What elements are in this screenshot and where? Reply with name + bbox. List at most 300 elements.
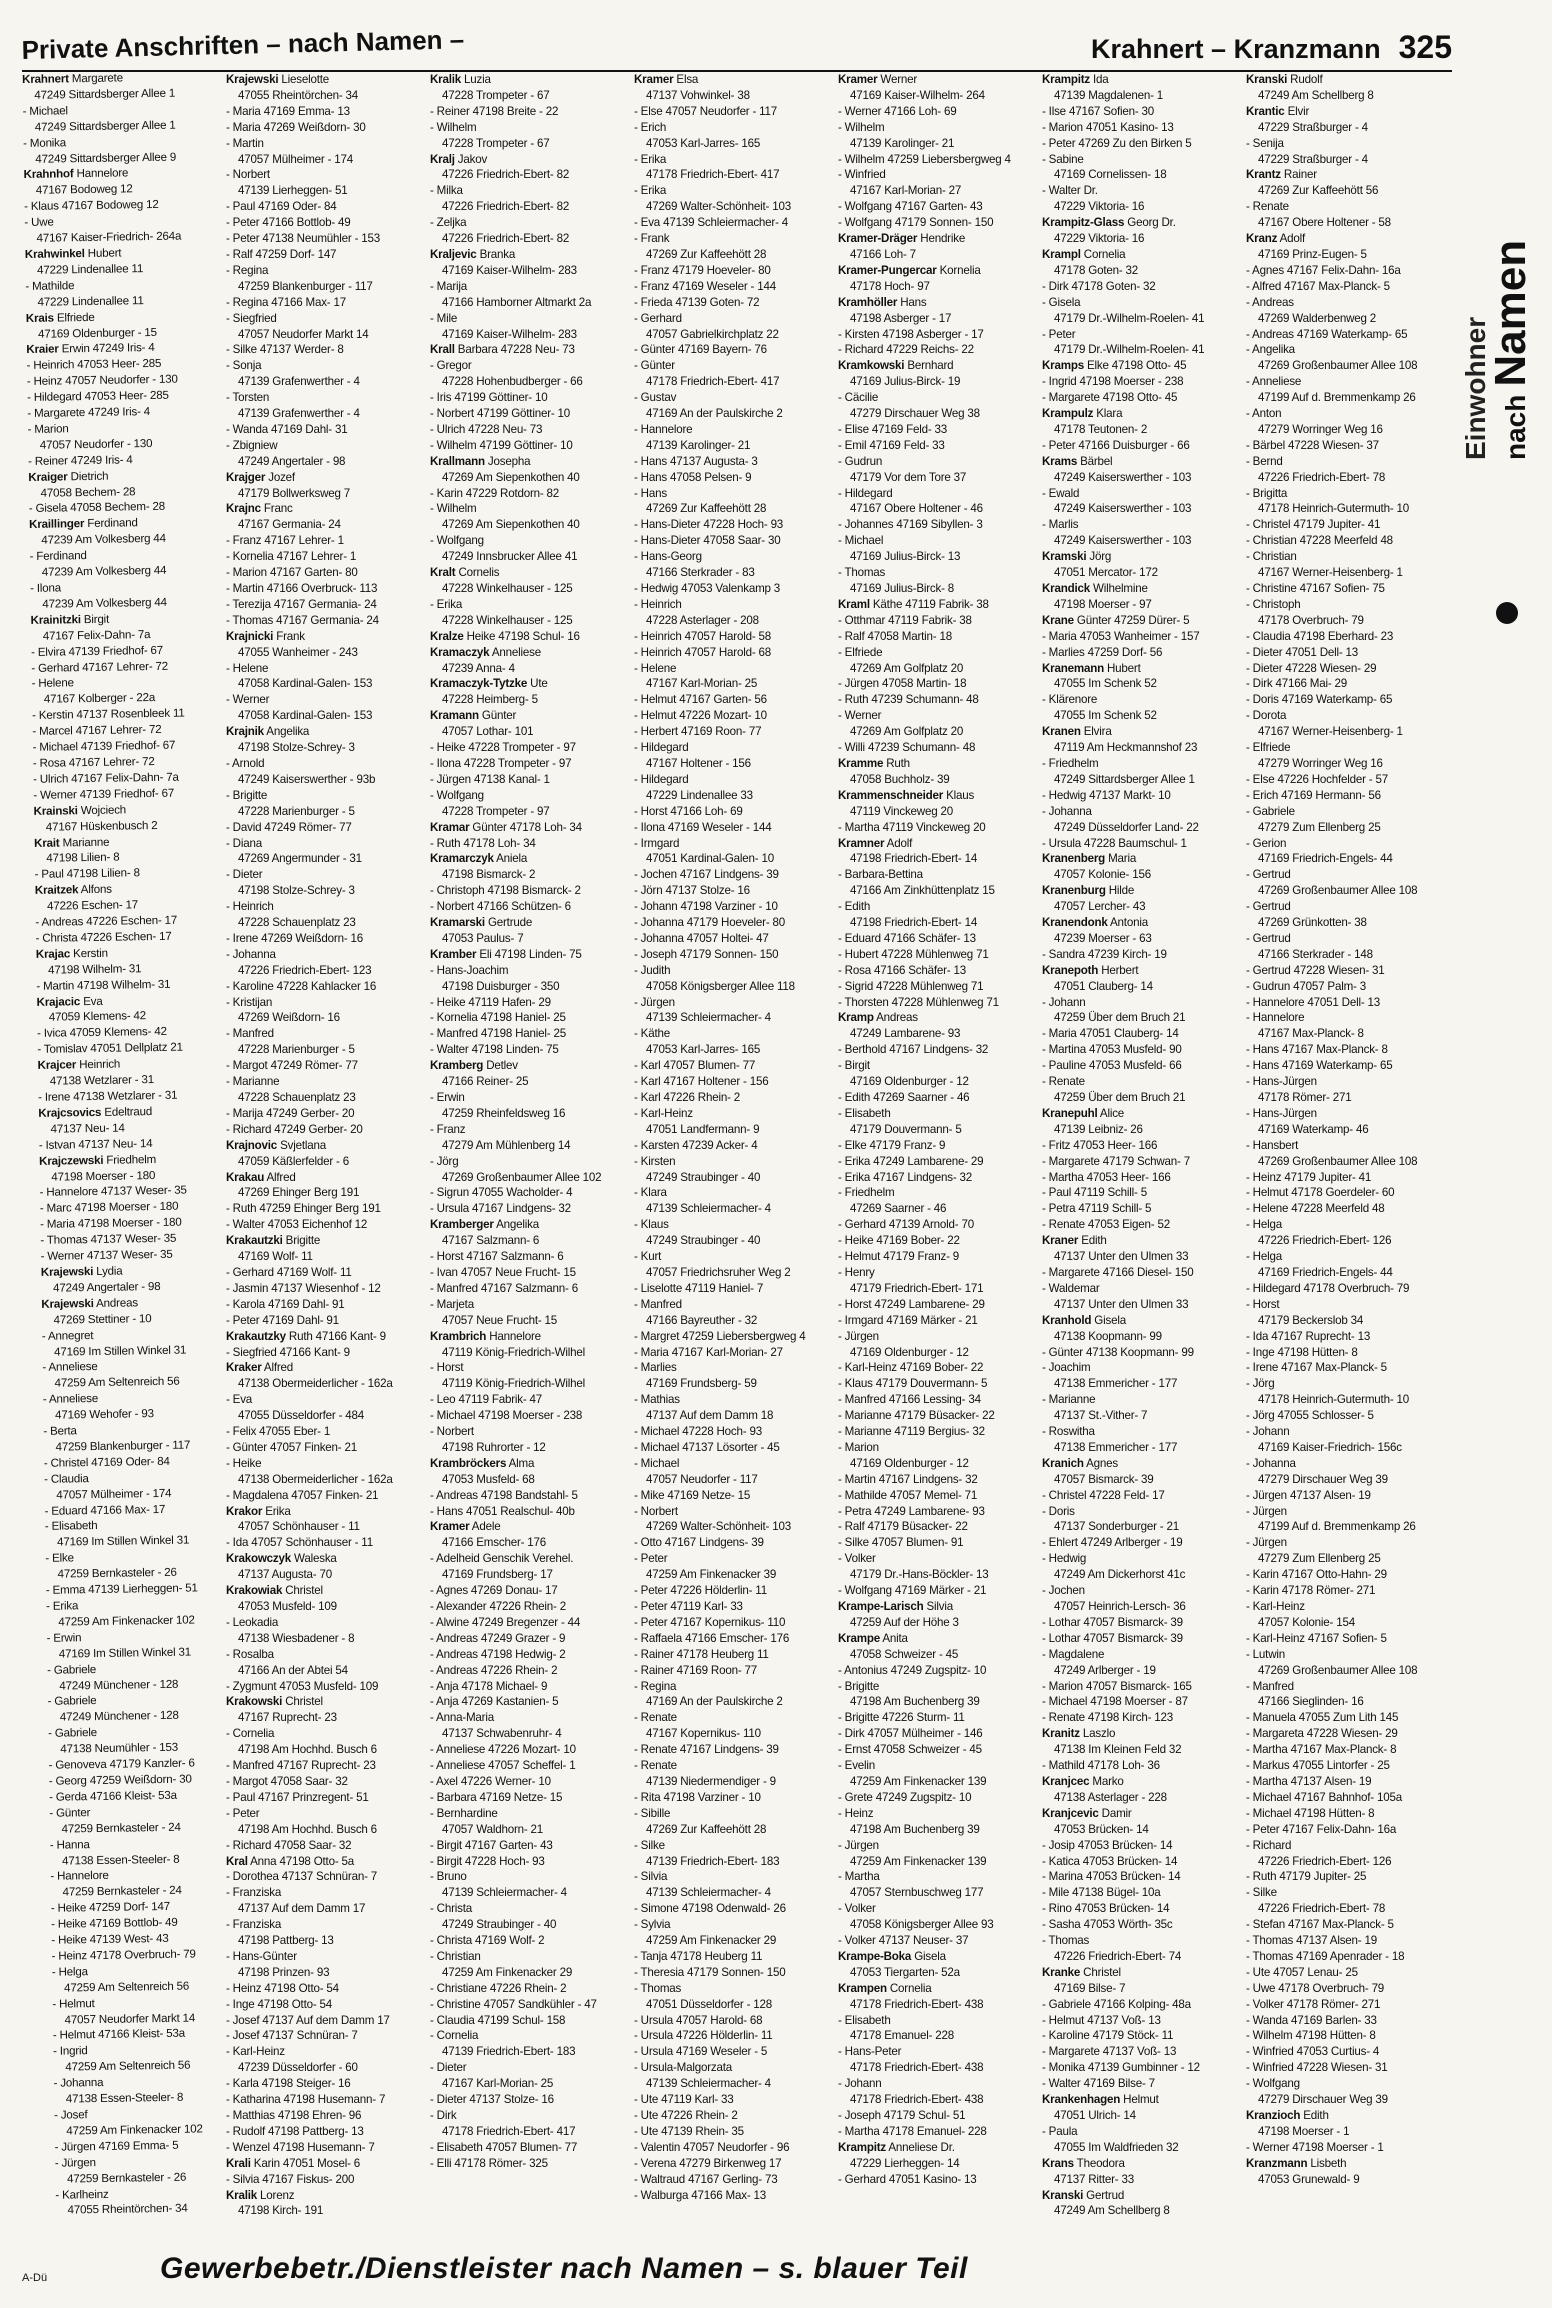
entry-address: 47053 Musfeld- 68 — [442, 1472, 535, 1486]
entry-address: 47169 Wolf- 11 — [238, 1250, 313, 1264]
entry-sub: - Cäcilie — [838, 391, 879, 405]
entry-address: 47137 Unter den Ulmen 33 — [1054, 1250, 1189, 1264]
entry-sub: - Manfred 47166 Lessing- 34 — [838, 1393, 981, 1407]
entry-sub: - Reiner 47249 Iris- 4 — [28, 453, 133, 468]
entry-head — [838, 1981, 1042, 1997]
entry-sub: - Grete 47249 Zugspitz- 10 — [838, 1790, 972, 1804]
entry-sub: - Jörg — [1246, 1377, 1275, 1391]
entry-address: 47259 Am Finkenacker 139 — [850, 1774, 987, 1788]
entry-sub: - Martha 47137 Alsen- 19 — [1246, 1774, 1372, 1788]
given-name: Kornelia — [936, 263, 981, 277]
entry-address: 47228 Trompeter - 67 — [442, 136, 550, 150]
entry-head — [430, 565, 634, 581]
entry-sub: - Else 47057 Neudorfer - 117 — [634, 104, 778, 118]
entry-sub: - Elisabeth — [44, 1519, 98, 1534]
given-name: Franc — [260, 502, 293, 516]
entry-sub: - Ulrich 47167 Felix-Dahn- 7a — [33, 770, 179, 786]
entry-head — [226, 1694, 430, 1710]
entry-address: 47057 Neudorfer Markt 14 — [64, 2011, 196, 2027]
entry-address: 47178 Emanuel- 228 — [850, 2029, 955, 2043]
surname: Kranich — [1042, 1456, 1084, 1470]
entry-sub: - Barbara-Bettina — [838, 868, 923, 882]
entry-sub: - Emil 47169 Feld- 33 — [838, 438, 945, 452]
entry-sub: - Gisela 47058 Bechem- 28 — [28, 500, 166, 516]
entry-sub: - Erich — [634, 120, 667, 134]
entry-sub: - Marianne 47179 Büsacker- 22 — [838, 1409, 995, 1423]
entry-sub: - Maria 47269 Weißdorn- 30 — [226, 120, 366, 134]
entry-sub: - Marcel 47167 Lehrer- 72 — [32, 723, 162, 739]
entry-address: 47169 Kaiser-Wilhelm- 283 — [442, 263, 577, 277]
entry-sub: - Peter 47166 Duisburger - 66 — [1042, 438, 1190, 452]
entry-address: 47057 Kolonie- 154 — [1258, 1615, 1355, 1629]
given-name: Anna 47198 Otto- 5a — [247, 1854, 354, 1868]
entry-sub: - Sigrun 47055 Wacholder- 4 — [430, 1186, 573, 1200]
surname: Kranski — [1042, 2188, 1084, 2202]
entry-sub: - Günter — [49, 1805, 91, 1820]
given-name: Josepha — [484, 454, 531, 468]
entry-sub: - Marion — [838, 1440, 879, 1454]
entry-sub: - Michael — [838, 534, 884, 548]
entry-sub: - Marion 47051 Kasino- 13 — [1042, 120, 1174, 134]
entry-sub: - Dorota — [1246, 709, 1287, 723]
entry-address: 47139 Friedrich-Ebert- 183 — [646, 1854, 780, 1868]
surname: Kralik — [430, 73, 462, 86]
entry-sub: - Eva 47139 Schleiermacher- 4 — [634, 216, 789, 230]
given-name: Marianne — [59, 835, 110, 850]
entry-address: 47226 Friedrich-Ebert- 78 — [1258, 1902, 1386, 1916]
entry-sub: - Andreas 47169 Waterkamp- 65 — [1246, 327, 1408, 341]
surname: Kramer — [430, 1520, 470, 1534]
entry-head — [634, 72, 838, 88]
entry-sub: - Ida 47167 Ruprecht- 13 — [1246, 1329, 1371, 1343]
entry-sub: - Renate 47198 Kirch- 123 — [1042, 1711, 1173, 1725]
entry-sub: - Andreas 47249 Grazer - 9 — [430, 1631, 566, 1645]
entry-address: 47198 Moerser - 180 — [51, 1168, 156, 1184]
entry-address: 47119 Vinckeweg 20 — [850, 804, 953, 818]
entry-sub: - Christel 47228 Feld- 17 — [1042, 1488, 1165, 1502]
entry-address: 47198 Ruhrorter - 12 — [442, 1440, 546, 1454]
entry-sub: - Thomas 47137 Alsen- 19 — [1246, 1934, 1377, 1948]
entry-sub: - Hannelore — [1246, 1011, 1305, 1025]
entry-sub: - Richard 47058 Saar- 32 — [226, 1838, 352, 1852]
entry-sub: - Franziska — [226, 1918, 282, 1932]
entry-address: 47057 Lothar- 101 — [442, 725, 534, 739]
entry-address: 47167 Holtener - 156 — [646, 756, 751, 770]
surname: Krakowski — [226, 1695, 283, 1709]
entry-sub: - Senija — [1246, 136, 1284, 150]
entry-sub: - Monika — [23, 135, 67, 150]
entry-sub: - Marion 47057 Bismarck- 165 — [1042, 1679, 1192, 1693]
entry-sub: - Irene 47269 Weißdorn- 16 — [226, 931, 364, 945]
given-name: Lorenz — [257, 2188, 295, 2202]
surname: Krampitz-Glass — [1042, 216, 1125, 230]
entry-address: 47167 Karl-Morian- 27 — [850, 184, 962, 198]
entry-address: 47137 Neu- 14 — [50, 1121, 125, 1136]
entry-sub: - Elvira 47139 Friedhof- 67 — [31, 643, 164, 659]
entry-sub: - Werner 47137 Weser- 35 — [40, 1247, 173, 1263]
entry-sub: - Walter Dr. — [1042, 184, 1098, 198]
given-name: Gisela — [1091, 1313, 1126, 1327]
surname: Krakowiak — [226, 1584, 283, 1598]
entry-sub: - Ilona — [30, 581, 62, 595]
entry-sub: - Heike 47139 West- 43 — [51, 1931, 169, 1947]
entry-sub: - Karlheinz — [55, 2187, 109, 2202]
surname: Krampitz — [838, 2140, 887, 2154]
entry-sub: - Ruth 47178 Loh- 34 — [430, 836, 536, 850]
entry-head — [430, 72, 634, 88]
entry-sub: - Wilhelm — [430, 120, 477, 134]
entry-sub: - Ursula 47167 Lindgens- 32 — [430, 1202, 571, 1216]
entry-address: 47167 Bodoweg 12 — [35, 182, 133, 198]
given-name: Laszlo — [1079, 1727, 1116, 1741]
entry-address: 47279 Dirschauer Weg 38 — [850, 407, 980, 421]
entry-sub: - Günter 47169 Bayern- 76 — [634, 343, 767, 357]
surname: Krane — [1042, 613, 1074, 627]
entry-sub: - Gudrun 47057 Palm- 3 — [1246, 979, 1366, 993]
entry-sub: - Andreas — [1246, 295, 1294, 309]
entry-sub: - Kirsten — [634, 1154, 676, 1168]
entry-sub: - Heinrich 47057 Harold- 58 — [634, 629, 772, 643]
entry-address: 47053 Karl-Jarres- 165 — [646, 1043, 761, 1057]
entry-address: 47179 Beckerslob 34 — [1258, 1313, 1364, 1327]
entry-sub: - Marion — [27, 422, 69, 436]
entry-address: 47269 Saarner - 46 — [850, 1202, 947, 1216]
given-name: Edith — [1300, 2109, 1329, 2122]
entry-head — [430, 1217, 634, 1233]
entry-sub: - Ruth 47179 Jupiter- 25 — [1246, 1870, 1367, 1884]
entry-address: 47269 Großenbaumer Allee 108 — [1258, 359, 1418, 373]
entry-address: 47249 Straubinger - 40 — [442, 1918, 557, 1932]
entry-sub: - Ewald — [1042, 486, 1080, 500]
given-name: Frank — [273, 629, 305, 643]
entry-head — [1246, 2108, 1450, 2124]
entry-address: 47055 Rheintörchen- 34 — [67, 2202, 188, 2217]
surname: Krakau — [226, 1170, 265, 1184]
entry-address: 47228 Heimberg- 5 — [442, 693, 538, 707]
entry-head — [1042, 1456, 1246, 1472]
given-name: Theodora — [1073, 2156, 1125, 2170]
entry-sub: - Agnes 47167 Felix-Dahn- 16a — [1246, 263, 1401, 277]
entry-sub: - Helmut 47226 Mozart- 10 — [634, 709, 767, 723]
entry-address: 47269 Walderbenweg 2 — [1258, 311, 1377, 325]
entry-head — [838, 756, 1042, 772]
entry-sub: - Peter 47226 Hölderlin- 11 — [634, 1584, 767, 1598]
entry-sub: - Franz 47179 Hoeveler- 80 — [634, 263, 771, 277]
surname: Krampe — [838, 1631, 880, 1645]
entry-head — [1042, 1806, 1246, 1822]
entry-address: 47166 Am Zinkhüttenplatz 15 — [850, 884, 995, 898]
entry-address: 47167 Ruprecht- 23 — [238, 1711, 337, 1725]
surname: Kranjcec — [1042, 1774, 1090, 1788]
entry-sub: - Elfriede — [838, 645, 883, 659]
entry-sub: - Dieter 47137 Stolze- 16 — [430, 2093, 554, 2107]
entry-sub: - Tanja 47178 Heuberg 11 — [634, 1949, 763, 1963]
entry-address: 47139 Lierheggen- 51 — [238, 184, 348, 198]
surname: Kramann — [430, 709, 479, 723]
entry-sub: - Walter 47169 Bilse- 7 — [1042, 2077, 1155, 2091]
entry-sub: - Elfriede — [1246, 741, 1291, 755]
entry-sub: - Horst 47249 Lambarene- 29 — [838, 1297, 985, 1311]
entry-sub: - Hannelore — [50, 1869, 109, 1884]
entry-sub: - Reiner 47198 Breite - 22 — [430, 104, 559, 118]
given-name: Angelika — [493, 1218, 539, 1232]
entry-address: 47279 Worringer Weg 16 — [1258, 422, 1383, 436]
entry-address: 47249 Kaiserswerther - 103 — [1054, 470, 1192, 484]
entry-sub: - Johann — [838, 2077, 882, 2091]
entry-sub: - Silke 47057 Blumen- 91 — [838, 1536, 964, 1550]
entry-sub: - Karl 47226 Rhein- 2 — [634, 1091, 741, 1104]
entry-sub: - Hans — [634, 486, 667, 500]
entry-sub: - Sandra 47239 Kirch- 19 — [1042, 947, 1167, 961]
entry-sub: - Helmut 47137 Voß- 13 — [1042, 2013, 1161, 2027]
entry-address: 47055 Im Schenk 52 — [1054, 677, 1157, 691]
entry-address: 47139 Schleiermacher- 4 — [442, 1886, 567, 1900]
entry-address: 47198 Moerser - 1 — [1258, 2124, 1350, 2138]
entry-address: 47137 Augusta- 70 — [238, 1568, 332, 1582]
entry-sub: - Klärenore — [1042, 693, 1098, 707]
entry-head — [430, 645, 634, 661]
entry-sub: - Otthmar 47119 Fabrik- 38 — [838, 613, 972, 627]
entry-address: 47166 Sterkrader - 83 — [646, 566, 755, 580]
entry-sub: - Heinz 47179 Jupiter- 41 — [1246, 1170, 1372, 1184]
side-index-tab — [1456, 160, 1535, 480]
entry-sub: - Johanna — [226, 947, 276, 961]
entry-sub: - Erika — [430, 597, 463, 611]
entry-head — [1042, 358, 1246, 374]
entry-address: 47249 Düsseldorfer Land- 22 — [1054, 820, 1199, 834]
entry-sub: - Horst — [430, 1361, 464, 1375]
entry-address: 47178 Friedrich-Ebert- 417 — [646, 375, 780, 389]
surname: Krajacic — [36, 994, 81, 1009]
entry-sub: - Peter — [1042, 327, 1076, 341]
entry-address: 47058 Königsberger Allee 93 — [850, 1918, 994, 1932]
entry-sub: - Marianne — [226, 1075, 280, 1089]
entry-sub: - Hans 47051 Realschul- 40b — [430, 1504, 575, 1518]
entry-head — [1042, 724, 1246, 740]
surname: Krajnovic — [226, 1138, 278, 1152]
entry-sub: - Margarete 47179 Schwan- 7 — [1042, 1154, 1190, 1168]
entry-address: 47166 Loh- 7 — [850, 247, 916, 261]
entry-address: 47259 Bernkasteler - 26 — [57, 1565, 177, 1581]
entry-address: 47139 Schleiermacher- 4 — [646, 1202, 771, 1216]
entry-sub: - Brigitte 47226 Sturm- 11 — [838, 1711, 965, 1725]
entry-address: 47269 Am Golfplatz 20 — [850, 725, 964, 739]
entry-address: 47138 Emmericher - 177 — [1054, 1440, 1178, 1454]
entry-address: 47051 Landfermann- 9 — [646, 1122, 760, 1136]
entry-head — [1042, 963, 1246, 979]
entry-head — [430, 247, 634, 263]
surname: Krantz — [1246, 168, 1281, 182]
entry-sub: - Christoph 47198 Bismarck- 2 — [430, 884, 581, 898]
entry-sub: - Heike 47259 Dorf- 147 — [50, 1900, 171, 1915]
entry-sub: - Margareta 47228 Wiesen- 29 — [1246, 1727, 1398, 1741]
given-name: Cornelia — [886, 1981, 932, 1995]
entry-sub: - Axel 47226 Werner- 10 — [430, 1774, 551, 1788]
entry-head — [430, 851, 634, 867]
entry-address: 47179 Douvermann- 5 — [850, 1122, 962, 1136]
entry-address: 47269 Walter-Schönheit- 103 — [646, 200, 791, 214]
entry-address: 47179 Bollwerksweg 7 — [238, 486, 351, 500]
surname: Kralt — [430, 566, 456, 580]
given-name: Lisbeth — [1307, 2156, 1347, 2170]
entry-sub: - Eva — [226, 1393, 253, 1407]
entry-address: 47198 Am Hochhd. Busch 6 — [238, 1743, 377, 1757]
entry-sub: - Paul 47198 Lilien- 8 — [34, 866, 140, 882]
entry-sub: - Dorothea 47137 Schnüran- 7 — [226, 1870, 378, 1884]
entry-sub: - Anneliese — [1246, 375, 1302, 389]
entry-sub: - Waltraud 47167 Gerling- 73 — [634, 2172, 778, 2186]
entry-sub: - Silvia 47167 Fiskus- 200 — [226, 2172, 355, 2186]
entry-sub: - Erika — [634, 184, 667, 198]
entry-sub: - Maria 47051 Clauberg- 14 — [1042, 1027, 1179, 1041]
given-name: Erwin 47249 Iris- 4 — [58, 341, 155, 356]
surname: Krait — [34, 836, 60, 850]
given-name: Adolf — [884, 836, 913, 850]
entry-sub: - Volker — [838, 1552, 876, 1566]
entry-sub: - Horst — [1246, 1297, 1280, 1311]
entry-address: 47229 Lindenallee 33 — [646, 788, 753, 802]
entry-sub: - Heike 47169 Bottlob- 49 — [50, 1915, 178, 1931]
given-name: Rudolf — [1287, 73, 1323, 86]
entry-sub: - Johann — [1042, 995, 1086, 1009]
entry-sub: - Thomas 47169 Apenrader - 18 — [1246, 1949, 1405, 1963]
entry-address: 47228 Winkelhauser - 125 — [442, 582, 573, 595]
entry-head — [226, 1583, 430, 1599]
given-name: Käthe 47119 Fabrik- 38 — [869, 597, 989, 611]
entry-address: 47269 Am Siepenkothen 40 — [442, 470, 580, 484]
entry-sub: - Karl-Heinz 47167 Sofien- 5 — [1246, 1631, 1387, 1645]
entry-sub: - Jochen — [1042, 1584, 1085, 1598]
entry-sub: - Renate — [634, 1711, 677, 1725]
entry-address: 47198 Friedrich-Ebert- 14 — [850, 852, 978, 866]
entry-sub: - Regina — [634, 1679, 677, 1693]
entry-address: 47229 Viktoria- 16 — [1054, 232, 1145, 246]
entry-address: 47167 Obere Holtener - 58 — [1258, 216, 1391, 230]
entry-head — [430, 947, 634, 963]
entry-sub: - Johanna 47057 Holtei- 47 — [634, 931, 769, 945]
entry-sub: - Inge 47198 Hütten- 8 — [1246, 1345, 1358, 1359]
entry-sub: - Else 47226 Hochfelder - 57 — [1246, 772, 1388, 786]
entry-address: 47249 Innsbrucker Allee 41 — [442, 550, 578, 564]
entry-address: 47226 Friedrich-Ebert- 74 — [1054, 1949, 1182, 1963]
entry-sub: - Maria 47198 Moerser - 180 — [40, 1215, 182, 1232]
entry-address: 47198 Bismarck- 2 — [442, 868, 536, 882]
entry-sub: - Judith — [634, 963, 671, 977]
entry-sub: - Ilse 47167 Sofien- 30 — [1042, 104, 1155, 118]
entry-sub: - Regina — [226, 263, 269, 277]
entry-address: 47179 Dr.-Hans-Böckler- 13 — [850, 1568, 989, 1582]
surname: Kranzmann — [1246, 2156, 1308, 2170]
entry-address: 47178 Overbruch- 79 — [1258, 613, 1364, 627]
entry-sub: - Rosa 47166 Schäfer- 13 — [838, 963, 966, 977]
entry-address: 47249 Kaiserswerther - 93b — [238, 772, 376, 786]
page-number: 325 — [1398, 29, 1452, 65]
entry-address: 47167 Germania- 24 — [238, 518, 341, 532]
entry-address: 47228 Schauenplatz 23 — [238, 916, 356, 930]
given-name: Margarete — [68, 71, 123, 86]
entry-head — [838, 358, 1042, 374]
entry-sub: - Berthold 47167 Lindgens- 32 — [838, 1043, 989, 1057]
entry-sub: - Karl-Heinz 47169 Bober- 22 — [838, 1361, 984, 1375]
entry-address: 47226 Friedrich-Ebert- 82 — [442, 200, 570, 214]
entry-address: 47199 Auf d. Bremmenkamp 26 — [1258, 391, 1416, 405]
given-name: Anita — [879, 1631, 908, 1645]
entry-sub: - Liselotte 47119 Haniel- 7 — [634, 1281, 764, 1295]
entry-sub: - Theresia 47179 Sonnen- 150 — [634, 1965, 786, 1979]
entry-sub: - Irene 47167 Max-Planck- 5 — [1246, 1361, 1387, 1375]
entry-address: 47051 Kardinal-Galen- 10 — [646, 852, 774, 866]
entry-head — [1042, 247, 1246, 263]
entry-sub: - Helga — [1246, 1218, 1282, 1232]
entry-address: 47269 Am Golfplatz 20 — [850, 661, 964, 675]
entry-head — [1042, 2188, 1246, 2204]
entry-sub: - Adelheid Genschik Verehel. — [430, 1552, 574, 1566]
entry-address: 47259 Über dem Bruch 21 — [1054, 1011, 1186, 1025]
surname: Kranepuhl — [1042, 1106, 1098, 1120]
entry-sub: - Manfred — [226, 1027, 274, 1041]
entry-sub: - Margarete 47198 Otto- 45 — [1042, 391, 1178, 405]
entry-sub: - Marlies — [634, 1361, 677, 1375]
entry-sub: - Tomislav 47051 Dellplatz 21 — [37, 1040, 183, 1057]
entry-head — [226, 1360, 430, 1376]
entry-sub: - Hans 47167 Max-Planck- 8 — [1246, 1043, 1388, 1057]
entry-sub: - Heinrich — [226, 900, 274, 914]
entry-sub: - Marion 47167 Garten- 80 — [226, 566, 358, 580]
surname: Krainitzki — [30, 612, 81, 627]
entry-sub: - Johanna — [1042, 804, 1092, 818]
given-name: Hannelore — [486, 1329, 541, 1343]
entry-address: 47259 Am Seltenreich 56 — [65, 2058, 191, 2074]
entry-sub: - Volker 47178 Römer- 271 — [1246, 1997, 1381, 2011]
entry-sub: - Sabine — [1042, 152, 1084, 166]
entry-address: 47229 Lindenallee 11 — [37, 293, 144, 309]
entry-sub: - Jürgen — [838, 1329, 879, 1343]
entry-head — [430, 454, 634, 470]
entry-sub: - Frieda 47139 Goten- 72 — [634, 295, 760, 309]
given-name: Brigitte — [282, 1234, 321, 1248]
entry-sub: - Norbert — [226, 168, 270, 182]
given-name: Ida — [1090, 73, 1109, 86]
entry-address: 47259 Am Finkenacker 102 — [58, 1613, 195, 1629]
entry-address: 47139 Schleiermacher- 4 — [646, 1886, 771, 1900]
entry-sub: - Wolfgang 47179 Sonnen- 150 — [838, 216, 994, 230]
surname: Kramber — [430, 947, 477, 961]
entry-sub: - Christa 47169 Wolf- 2 — [430, 1934, 545, 1948]
surname: Krans — [1042, 2156, 1074, 2170]
entry-head — [1042, 581, 1246, 597]
entry-sub: - Michael 47228 Hoch- 93 — [634, 1425, 762, 1439]
entry-sub: - Mile — [430, 311, 458, 325]
surname: Krammenschneider — [838, 788, 944, 802]
entry-sub: - Elisabeth — [838, 2013, 891, 2027]
entry-head — [1042, 2156, 1246, 2172]
entry-sub: - Milka — [430, 184, 463, 198]
entry-sub: - Margarete 47166 Diesel- 150 — [1042, 1265, 1194, 1279]
surname: Kranepoth — [1042, 963, 1099, 977]
entry-sub: - Karsten 47239 Acker- 4 — [634, 1138, 758, 1152]
entry-address: 47051 Clauberg- 14 — [1054, 979, 1153, 993]
entry-address: 47138 Im Kleinen Feld 32 — [1054, 1743, 1182, 1757]
entry-sub: - Christian — [1246, 550, 1297, 564]
entry-sub: - Hans-Dieter 47058 Saar- 30 — [634, 534, 781, 548]
entry-sub: - Alfred 47167 Max-Planck- 5 — [1246, 279, 1390, 293]
entry-sub: - Franz 47169 Weseler - 144 — [634, 279, 776, 293]
entry-sub: - Elke 47179 Franz- 9 — [838, 1138, 946, 1152]
entry-sub: - Simone 47198 Odenwald- 26 — [634, 1902, 786, 1916]
entry-sub: - Gerion — [1246, 836, 1287, 850]
given-name: Maria — [1105, 852, 1137, 866]
entry-address: 47269 Großenbaumer Allee 102 — [442, 1170, 602, 1184]
